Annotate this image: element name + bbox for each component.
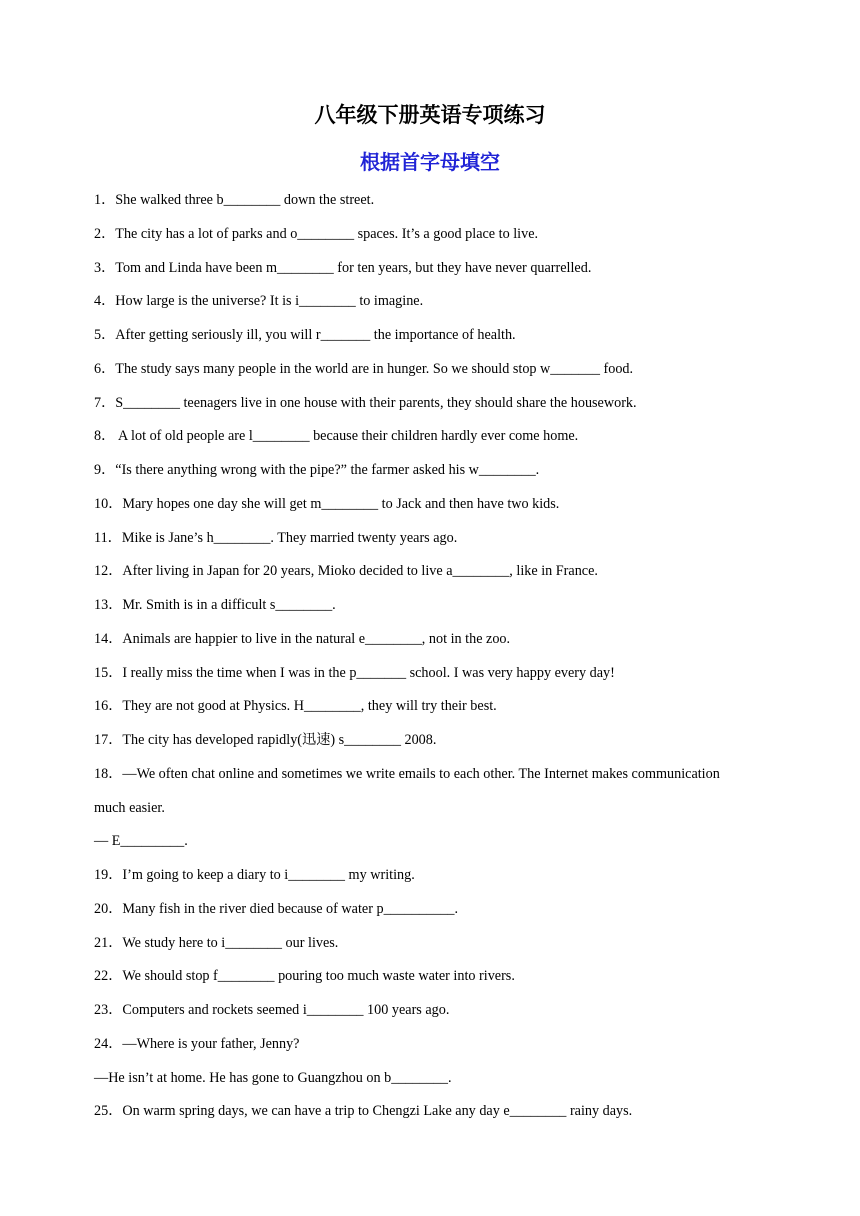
exercise-line: 8． A lot of old people are l________ because their children hardly ever come home. (94, 428, 579, 445)
exercise-line: 19．I’m going to keep a diary to i________ my writing. (94, 867, 415, 883)
exercise-line: 23．Computers and rockets seemed i________ 100 years ago. (94, 1002, 450, 1018)
exercise-line: 9．“Is there anything wrong with the pipe?” the farmer asked his w________. (94, 462, 540, 478)
exercise-line: 2．The city has a lot of parks and o________ spaces. It’s a good place to live. (94, 225, 539, 242)
page-subtitle: 根据首字母填空 (360, 150, 500, 174)
exercise-line: 5．After getting seriously ill, you will r_______ the importance of health. (94, 327, 516, 343)
exercise-line: —He isn’t at home. He has gone to Guangzhou on b________. (94, 1069, 452, 1086)
exercise-line: 22．We should stop f________ pouring too much waste water into rivers. (94, 968, 515, 985)
exercise-line: 12．After living in Japan for 20 years, Mioko decided to live a________, like in France. (94, 563, 598, 580)
exercise-line: 10．Mary hopes one day she will get m________ to Jack and then have two kids. (94, 495, 560, 512)
page-title: 八年级下册英语专项练习 (314, 103, 546, 127)
exercise-line: 13．Mr. Smith is in a difficult s________. (94, 597, 336, 613)
exercise-list (0, 184, 860, 1129)
exercise-line: 6．The study says many people in the world are in hunger. So we should stop w_______ food. (94, 360, 634, 377)
exercise-line: 17．The city has developed rapidly(迅速) s________ 2008. (94, 732, 437, 748)
exercise-line: 25．On warm spring days, we can have a trip to Chengzi Lake any day e________ rainy days. (94, 1103, 633, 1120)
exercise-line: 7．S________ teenagers live in one house with their parents, they should share the housework. (94, 394, 637, 411)
exercise-line: 16．They are not good at Physics. H________, they will try their best. (94, 698, 497, 715)
exercise-line: much easier. (94, 799, 165, 816)
exercise-line: — E_________. (94, 833, 188, 850)
exercise-line: 21．We study here to i________ our lives. (94, 934, 339, 951)
exercise-line: 24．—Where is your father, Jenny? (94, 1035, 300, 1052)
exercise-line: 15．I really miss the time when I was in the p_______ school. I was very happy every day! (94, 664, 615, 681)
exercise-line: 11．Mike is Jane’s h________. They married twenty years ago. (94, 529, 458, 546)
exercise-line: 4．How large is the universe? It is i________ to imagine. (94, 293, 424, 310)
exercise-line: 18．—We often chat online and sometimes we write emails to each other. The Internet makes communication (94, 765, 720, 782)
exercise-line: 14．Animals are happier to live in the natural e________, not in the zoo. (94, 630, 511, 647)
exercise-line: 1．She walked three b________ down the street. (94, 192, 375, 208)
exercise-line: 20．Many fish in the river died because of water p__________. (94, 900, 459, 917)
exercise-line: 3．Tom and Linda have been m________ for ten years, but they have never quarrelled. (94, 259, 592, 276)
